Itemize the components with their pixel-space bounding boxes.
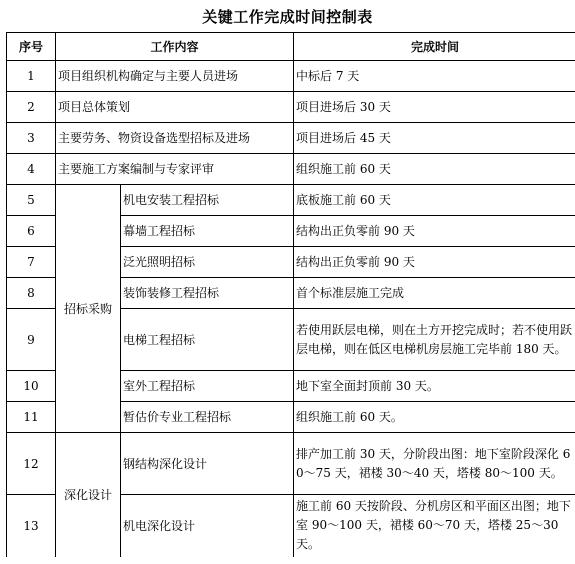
row-time: 结构出正负零前 90 天	[294, 247, 575, 278]
row-content: 泛光照明招标	[121, 247, 294, 278]
group-label-design: 深化设计	[56, 433, 121, 557]
row-no: 5	[7, 185, 56, 216]
row-no: 3	[7, 123, 56, 154]
row-time: 项目进场后 45 天	[294, 123, 575, 154]
table-row	[7, 154, 575, 185]
row-content: 电梯工程招标	[121, 309, 294, 371]
schedule-table	[6, 32, 575, 557]
row-no: 9	[7, 309, 56, 371]
row-time: 首个标准层施工完成	[294, 278, 575, 309]
row-no: 1	[7, 61, 56, 92]
row-content: 暂估价专业工程招标	[121, 402, 294, 433]
row-no: 11	[7, 402, 56, 433]
row-no: 8	[7, 278, 56, 309]
row-no: 12	[7, 433, 56, 495]
row-no: 6	[7, 216, 56, 247]
row-content: 项目组织机构确定与主要人员进场	[56, 61, 294, 92]
table-row	[7, 185, 575, 216]
table-row	[7, 92, 575, 123]
row-time: 项目进场后 30 天	[294, 92, 575, 123]
row-no: 13	[7, 495, 56, 557]
header-content: 工作内容	[56, 33, 294, 61]
row-no: 10	[7, 371, 56, 402]
table-title: 关键工作完成时间控制表	[202, 8, 373, 26]
table-row	[7, 123, 575, 154]
row-content: 主要施工方案编制与专家评审	[56, 154, 294, 185]
header-no: 序号	[7, 33, 56, 61]
row-content: 钢结构深化设计	[121, 433, 294, 495]
row-time: 施工前 60 天按阶段、分机房区和平面区出图；地下室 90～100 天，裙楼 60～70 天，塔楼 25～30 天。	[294, 495, 575, 557]
row-time: 地下室全面封顶前 30 天。	[294, 371, 575, 402]
row-content: 项目总体策划	[56, 92, 294, 123]
row-content: 室外工程招标	[121, 371, 294, 402]
row-time: 若使用跃层电梯，则在土方开挖完成时；若不使用跃层电梯，则在低区电梯机房层施工完毕前 180 天。	[294, 309, 575, 371]
row-content: 幕墙工程招标	[121, 216, 294, 247]
row-content: 机电安装工程招标	[121, 185, 294, 216]
table-row	[7, 61, 575, 92]
group-label-bidding: 招标采购	[56, 185, 121, 433]
row-content: 主要劳务、物资设备选型招标及进场	[56, 123, 294, 154]
table-row	[7, 433, 575, 495]
row-time: 中标后 7 天	[294, 61, 575, 92]
header-time: 完成时间	[294, 33, 575, 61]
row-no: 7	[7, 247, 56, 278]
row-no: 4	[7, 154, 56, 185]
row-no: 2	[7, 92, 56, 123]
row-time: 排产加工前 30 天，分阶段出图：地下室阶段深化 60～75 天，裙楼 30～40 天，塔楼 80～100 天。	[294, 433, 575, 495]
row-content: 机电深化设计	[121, 495, 294, 557]
row-time: 结构出正负零前 90 天	[294, 216, 575, 247]
row-time: 底板施工前 60 天	[294, 185, 575, 216]
row-time: 组织施工前 60 天。	[294, 402, 575, 433]
header-row	[7, 33, 575, 61]
row-content: 装饰装修工程招标	[121, 278, 294, 309]
row-time: 组织施工前 60 天	[294, 154, 575, 185]
